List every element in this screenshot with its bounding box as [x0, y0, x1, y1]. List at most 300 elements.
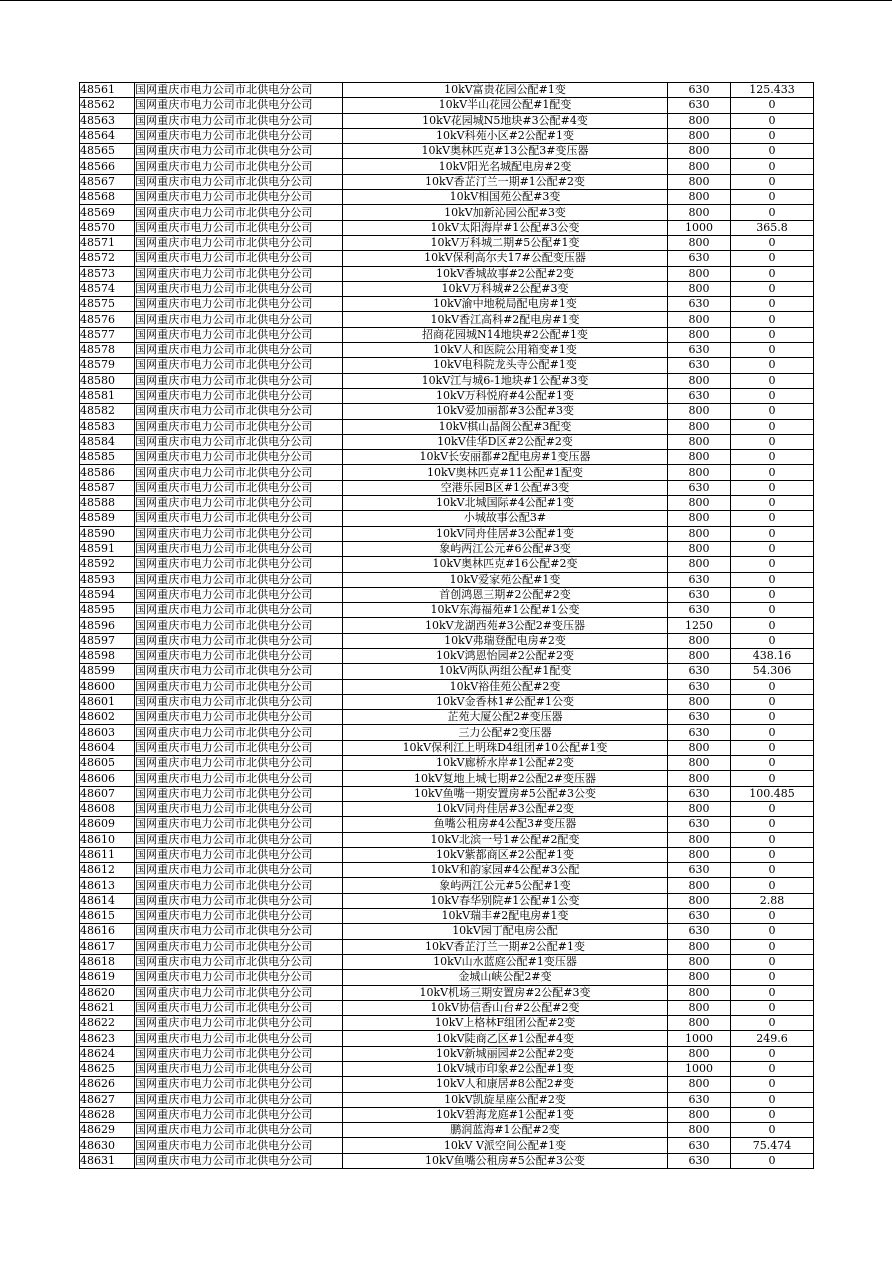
company-cell: 国网重庆市电力公司市北供电分公司: [135, 878, 343, 893]
table-row: [80, 847, 814, 862]
table-row: [80, 450, 814, 465]
value-cell: 0: [731, 1153, 814, 1168]
value-cell: 0: [731, 603, 814, 618]
transformer-name-cell: 10kV碧海龙庭#1公配#1变: [343, 1107, 668, 1122]
row-id-cell: 48591: [80, 541, 135, 556]
capacity-cell: 630: [668, 786, 731, 801]
row-id-cell: 48619: [80, 970, 135, 985]
capacity-cell: 800: [668, 1016, 731, 1031]
row-id-cell: 48579: [80, 358, 135, 373]
transformer-name-cell: 空港乐园B区#1公配#3变: [343, 480, 668, 495]
capacity-cell: 800: [668, 1046, 731, 1061]
capacity-cell: 800: [668, 771, 731, 786]
company-cell: 国网重庆市电力公司市北供电分公司: [135, 679, 343, 694]
capacity-cell: 800: [668, 878, 731, 893]
table-row: [80, 939, 814, 954]
row-id-cell: 48599: [80, 664, 135, 679]
capacity-cell: 800: [668, 465, 731, 480]
row-id-cell: 48600: [80, 679, 135, 694]
company-cell: 国网重庆市电力公司市北供电分公司: [135, 740, 343, 755]
transformer-name-cell: 10kV金香林1#公配#1公变: [343, 694, 668, 709]
company-cell: 国网重庆市电力公司市北供电分公司: [135, 1000, 343, 1015]
table-row: [80, 664, 814, 679]
value-cell: 125.433: [731, 83, 814, 98]
table-row: [80, 587, 814, 602]
transformer-name-cell: 10kV爱家苑公配#1变: [343, 572, 668, 587]
row-id-cell: 48610: [80, 832, 135, 847]
table-row: [80, 1016, 814, 1031]
capacity-cell: 800: [668, 694, 731, 709]
company-cell: 国网重庆市电力公司市北供电分公司: [135, 771, 343, 786]
company-cell: 国网重庆市电力公司市北供电分公司: [135, 648, 343, 663]
row-id-cell: 48626: [80, 1077, 135, 1092]
table-row: [80, 924, 814, 939]
value-cell: 0: [731, 1123, 814, 1138]
row-id-cell: 48561: [80, 83, 135, 98]
row-id-cell: 48575: [80, 297, 135, 312]
row-id-cell: 48562: [80, 98, 135, 113]
capacity-cell: 630: [668, 817, 731, 832]
table-row: [80, 954, 814, 969]
row-id-cell: 48625: [80, 1062, 135, 1077]
capacity-cell: 630: [668, 924, 731, 939]
company-cell: 国网重庆市电力公司市北供电分公司: [135, 1016, 343, 1031]
value-cell: 438.16: [731, 648, 814, 663]
value-cell: 0: [731, 832, 814, 847]
value-cell: 0: [731, 465, 814, 480]
table-row: [80, 1092, 814, 1107]
value-cell: 0: [731, 847, 814, 862]
table-row: [80, 251, 814, 266]
value-cell: 0: [731, 251, 814, 266]
capacity-cell: 800: [668, 740, 731, 755]
transformer-name-cell: 10kV裕佳苑公配#2变: [343, 679, 668, 694]
company-cell: 国网重庆市电力公司市北供电分公司: [135, 526, 343, 541]
table-row: [80, 786, 814, 801]
company-cell: 国网重庆市电力公司市北供电分公司: [135, 1031, 343, 1046]
table-row: [80, 235, 814, 250]
capacity-cell: 800: [668, 450, 731, 465]
row-id-cell: 48620: [80, 985, 135, 1000]
capacity-cell: 630: [668, 98, 731, 113]
company-cell: 国网重庆市电力公司市北供电分公司: [135, 572, 343, 587]
row-id-cell: 48577: [80, 327, 135, 342]
value-cell: 0: [731, 924, 814, 939]
capacity-cell: 800: [668, 434, 731, 449]
capacity-cell: 800: [668, 847, 731, 862]
table-body: [80, 83, 814, 1169]
transformer-name-cell: 10kV城市印象#2公配#1变: [343, 1062, 668, 1077]
row-id-cell: 48567: [80, 174, 135, 189]
transformer-name-cell: 10kV机场三期安置房#2公配#3变: [343, 985, 668, 1000]
transformer-name-cell: 金城山峡公配2#变: [343, 970, 668, 985]
value-cell: 0: [731, 205, 814, 220]
table-row: [80, 144, 814, 159]
value-cell: 0: [731, 358, 814, 373]
value-cell: 0: [731, 343, 814, 358]
value-cell: 0: [731, 863, 814, 878]
value-cell: 0: [731, 1077, 814, 1092]
row-id-cell: 48605: [80, 756, 135, 771]
value-cell: 0: [731, 878, 814, 893]
company-cell: 国网重庆市电力公司市北供电分公司: [135, 281, 343, 296]
table-row: [80, 98, 814, 113]
transformer-name-cell: 10kV紫都商区#2公配#1变: [343, 847, 668, 862]
transformer-name-cell: 鱼嘴公租房#4公配3#变压器: [343, 817, 668, 832]
company-cell: 国网重庆市电力公司市北供电分公司: [135, 924, 343, 939]
capacity-cell: 800: [668, 113, 731, 128]
value-cell: 0: [731, 496, 814, 511]
table-row: [80, 1077, 814, 1092]
capacity-cell: 800: [668, 159, 731, 174]
table-row: [80, 756, 814, 771]
row-id-cell: 48563: [80, 113, 135, 128]
company-cell: 国网重庆市电力公司市北供电分公司: [135, 970, 343, 985]
row-id-cell: 48590: [80, 526, 135, 541]
value-cell: 0: [731, 388, 814, 403]
transformer-name-cell: 10kV半山花园公配#1配变: [343, 98, 668, 113]
company-cell: 国网重庆市电力公司市北供电分公司: [135, 480, 343, 495]
value-cell: 0: [731, 756, 814, 771]
capacity-cell: 800: [668, 756, 731, 771]
table-row: [80, 694, 814, 709]
value-cell: 0: [731, 985, 814, 1000]
value-cell: 0: [731, 557, 814, 572]
capacity-cell: 800: [668, 832, 731, 847]
row-id-cell: 48630: [80, 1138, 135, 1153]
transformer-name-cell: 10kV复地上城七期#2公配2#变压器: [343, 771, 668, 786]
row-id-cell: 48616: [80, 924, 135, 939]
capacity-cell: 800: [668, 633, 731, 648]
transformer-name-cell: 10kV万科城二期#5公配#1变: [343, 235, 668, 250]
transformer-name-cell: 10kV棋山晶阁公配#3配变: [343, 419, 668, 434]
value-cell: 0: [731, 266, 814, 281]
row-id-cell: 48603: [80, 725, 135, 740]
table-row: [80, 725, 814, 740]
transformer-name-cell: 10kV和韵家园#4公配#3公配: [343, 863, 668, 878]
table-row: [80, 1062, 814, 1077]
company-cell: 国网重庆市电力公司市北供电分公司: [135, 710, 343, 725]
value-cell: 0: [731, 480, 814, 495]
company-cell: 国网重庆市电力公司市北供电分公司: [135, 434, 343, 449]
transformer-name-cell: 10kV山水蓝庭公配#1变压器: [343, 954, 668, 969]
capacity-cell: 800: [668, 954, 731, 969]
capacity-cell: 800: [668, 511, 731, 526]
value-cell: 0: [731, 801, 814, 816]
table-row: [80, 312, 814, 327]
row-id-cell: 48628: [80, 1107, 135, 1122]
capacity-cell: 630: [668, 251, 731, 266]
table-row: [80, 679, 814, 694]
row-id-cell: 48593: [80, 572, 135, 587]
value-cell: 0: [731, 1046, 814, 1061]
company-cell: 国网重庆市电力公司市北供电分公司: [135, 618, 343, 633]
transformer-name-cell: 10kV长安丽都#2配电房#1变压器: [343, 450, 668, 465]
capacity-cell: 800: [668, 541, 731, 556]
row-id-cell: 48571: [80, 235, 135, 250]
value-cell: 365.8: [731, 220, 814, 235]
capacity-cell: 800: [668, 190, 731, 205]
transformer-name-cell: 首创鸿恩三期#2公配#2变: [343, 587, 668, 602]
company-cell: 国网重庆市电力公司市北供电分公司: [135, 1153, 343, 1168]
transformer-name-cell: 10kV科苑小区#2公配#1变: [343, 128, 668, 143]
table-row: [80, 633, 814, 648]
value-cell: 0: [731, 373, 814, 388]
table-row: [80, 388, 814, 403]
transformer-name-cell: 10kV保利高尔夫17#公配变压器: [343, 251, 668, 266]
transformer-name-cell: 10kV加新沁园公配#3变: [343, 205, 668, 220]
capacity-cell: 800: [668, 1107, 731, 1122]
value-cell: 0: [731, 970, 814, 985]
company-cell: 国网重庆市电力公司市北供电分公司: [135, 893, 343, 908]
table-row: [80, 1153, 814, 1168]
capacity-cell: 630: [668, 725, 731, 740]
table-row: [80, 1000, 814, 1015]
row-id-cell: 48572: [80, 251, 135, 266]
table-row: [80, 863, 814, 878]
transformer-name-cell: 10kV奥林匹克#11公配#1配变: [343, 465, 668, 480]
value-cell: 0: [731, 679, 814, 694]
row-id-cell: 48576: [80, 312, 135, 327]
value-cell: 0: [731, 128, 814, 143]
transformer-name-cell: 10kV同舟佳居#3公配#2变: [343, 801, 668, 816]
company-cell: 国网重庆市电力公司市北供电分公司: [135, 832, 343, 847]
capacity-cell: 630: [668, 863, 731, 878]
value-cell: 0: [731, 235, 814, 250]
transformer-name-cell: 10kV陡商乙区#1公配#4变: [343, 1031, 668, 1046]
row-id-cell: 48594: [80, 587, 135, 602]
company-cell: 国网重庆市电力公司市北供电分公司: [135, 694, 343, 709]
capacity-cell: 630: [668, 1092, 731, 1107]
transformer-name-cell: 10kV弗瑞登配电房#2变: [343, 633, 668, 648]
capacity-cell: 800: [668, 893, 731, 908]
row-id-cell: 48615: [80, 909, 135, 924]
table-row: [80, 373, 814, 388]
value-cell: 0: [731, 144, 814, 159]
table-row: [80, 419, 814, 434]
transformer-name-cell: 10kV相国苑公配#3变: [343, 190, 668, 205]
value-cell: 0: [731, 1092, 814, 1107]
capacity-cell: 800: [668, 557, 731, 572]
row-id-cell: 48602: [80, 710, 135, 725]
company-cell: 国网重庆市电力公司市北供电分公司: [135, 404, 343, 419]
transformer-name-cell: 10kV奥林匹克#16公配#2变: [343, 557, 668, 572]
company-cell: 国网重庆市电力公司市北供电分公司: [135, 220, 343, 235]
transformer-name-cell: 象屿两江公元#5公配#1变: [343, 878, 668, 893]
row-id-cell: 48629: [80, 1123, 135, 1138]
value-cell: 0: [731, 740, 814, 755]
table-row: [80, 113, 814, 128]
row-id-cell: 48585: [80, 450, 135, 465]
transformer-name-cell: 10kV富贵花园公配#1变: [343, 83, 668, 98]
capacity-cell: 800: [668, 174, 731, 189]
company-cell: 国网重庆市电力公司市北供电分公司: [135, 388, 343, 403]
company-cell: 国网重庆市电力公司市北供电分公司: [135, 1046, 343, 1061]
page-top-rule: [0, 0, 892, 1]
table-row: [80, 557, 814, 572]
company-cell: 国网重庆市电力公司市北供电分公司: [135, 1107, 343, 1122]
row-id-cell: 48570: [80, 220, 135, 235]
table-row: [80, 297, 814, 312]
table-row: [80, 1046, 814, 1061]
transformer-name-cell: 10kV爱加丽都#3公配#3变: [343, 404, 668, 419]
row-id-cell: 48574: [80, 281, 135, 296]
transformer-name-cell: 小城故事公配3#: [343, 511, 668, 526]
capacity-cell: 630: [668, 480, 731, 495]
capacity-cell: 630: [668, 343, 731, 358]
company-cell: 国网重庆市电力公司市北供电分公司: [135, 174, 343, 189]
company-cell: 国网重庆市电力公司市北供电分公司: [135, 1138, 343, 1153]
table-row: [80, 480, 814, 495]
capacity-cell: 800: [668, 205, 731, 220]
table-row: [80, 648, 814, 663]
transformer-name-cell: 10kV东海福苑#1公配#1公变: [343, 603, 668, 618]
value-cell: 0: [731, 939, 814, 954]
value-cell: 0: [731, 817, 814, 832]
table-row: [80, 496, 814, 511]
value-cell: 0: [731, 541, 814, 556]
transformer-name-cell: 10kV鱼嘴一期安置房#5公配#3公变: [343, 786, 668, 801]
transformer-table: [79, 82, 814, 1169]
row-id-cell: 48607: [80, 786, 135, 801]
transformer-name-cell: 10kV渝中地税局配电房#1变: [343, 297, 668, 312]
transformer-name-cell: 10kV鸿恩怡园#2公配#2变: [343, 648, 668, 663]
company-cell: 国网重庆市电力公司市北供电分公司: [135, 312, 343, 327]
table-row: [80, 327, 814, 342]
transformer-name-cell: 10kV同舟佳居#3公配#1变: [343, 526, 668, 541]
capacity-cell: 630: [668, 1153, 731, 1168]
table-row: [80, 465, 814, 480]
company-cell: 国网重庆市电力公司市北供电分公司: [135, 939, 343, 954]
table-row: [80, 985, 814, 1000]
row-id-cell: 48604: [80, 740, 135, 755]
company-cell: 国网重庆市电力公司市北供电分公司: [135, 358, 343, 373]
row-id-cell: 48578: [80, 343, 135, 358]
table-row: [80, 817, 814, 832]
capacity-cell: 1000: [668, 220, 731, 235]
table-row: [80, 220, 814, 235]
transformer-name-cell: 10kV协信香山台#2公配#2变: [343, 1000, 668, 1015]
table-row: [80, 893, 814, 908]
transformer-name-cell: 10kV龙湖西苑#3公配2#变压器: [343, 618, 668, 633]
transformer-name-cell: 10kV万科悦府#4公配#1变: [343, 388, 668, 403]
company-cell: 国网重庆市电力公司市北供电分公司: [135, 1123, 343, 1138]
transformer-name-cell: 10kV电科院龙头寺公配#1变: [343, 358, 668, 373]
value-cell: 0: [731, 434, 814, 449]
company-cell: 国网重庆市电力公司市北供电分公司: [135, 587, 343, 602]
value-cell: 0: [731, 710, 814, 725]
value-cell: 2.88: [731, 893, 814, 908]
table-row: [80, 1123, 814, 1138]
row-id-cell: 48566: [80, 159, 135, 174]
row-id-cell: 48587: [80, 480, 135, 495]
transformer-name-cell: 10kV人和医院公用箱变#1变: [343, 343, 668, 358]
table-row: [80, 266, 814, 281]
row-id-cell: 48588: [80, 496, 135, 511]
company-cell: 国网重庆市电力公司市北供电分公司: [135, 756, 343, 771]
table-row: [80, 343, 814, 358]
row-id-cell: 48595: [80, 603, 135, 618]
row-id-cell: 48586: [80, 465, 135, 480]
company-cell: 国网重庆市电力公司市北供电分公司: [135, 327, 343, 342]
value-cell: 0: [731, 511, 814, 526]
value-cell: 0: [731, 404, 814, 419]
company-cell: 国网重庆市电力公司市北供电分公司: [135, 128, 343, 143]
capacity-cell: 800: [668, 801, 731, 816]
capacity-cell: 800: [668, 235, 731, 250]
capacity-cell: 800: [668, 1123, 731, 1138]
value-cell: 0: [731, 1016, 814, 1031]
company-cell: 国网重庆市电力公司市北供电分公司: [135, 113, 343, 128]
table-row: [80, 618, 814, 633]
transformer-name-cell: 10kV太阳海岸#1公配#3公变: [343, 220, 668, 235]
value-cell: 0: [731, 281, 814, 296]
table-row: [80, 159, 814, 174]
row-id-cell: 48598: [80, 648, 135, 663]
company-cell: 国网重庆市电力公司市北供电分公司: [135, 847, 343, 862]
company-cell: 国网重庆市电力公司市北供电分公司: [135, 863, 343, 878]
company-cell: 国网重庆市电力公司市北供电分公司: [135, 1077, 343, 1092]
capacity-cell: 800: [668, 419, 731, 434]
transformer-name-cell: 10kV香江高科#2配电房#1变: [343, 312, 668, 327]
company-cell: 国网重庆市电力公司市北供电分公司: [135, 633, 343, 648]
company-cell: 国网重庆市电力公司市北供电分公司: [135, 98, 343, 113]
row-id-cell: 48614: [80, 893, 135, 908]
table-row: [80, 1107, 814, 1122]
value-cell: 0: [731, 1062, 814, 1077]
company-cell: 国网重庆市电力公司市北供电分公司: [135, 985, 343, 1000]
row-id-cell: 48609: [80, 817, 135, 832]
row-id-cell: 48613: [80, 878, 135, 893]
transformer-name-cell: 10kV香城故事#2公配#2变: [343, 266, 668, 281]
transformer-name-cell: 10kV V派空间公配#1变: [343, 1138, 668, 1153]
transformer-name-cell: 10kV香芷汀兰一期#1公配#2变: [343, 174, 668, 189]
transformer-name-cell: 鹏润蓝海#1公配#2变: [343, 1123, 668, 1138]
capacity-cell: 630: [668, 388, 731, 403]
value-cell: 100.485: [731, 786, 814, 801]
company-cell: 国网重庆市电力公司市北供电分公司: [135, 450, 343, 465]
capacity-cell: 630: [668, 297, 731, 312]
value-cell: 0: [731, 327, 814, 342]
company-cell: 国网重庆市电力公司市北供电分公司: [135, 725, 343, 740]
value-cell: 0: [731, 174, 814, 189]
table-row: [80, 511, 814, 526]
company-cell: 国网重庆市电力公司市北供电分公司: [135, 1062, 343, 1077]
transformer-name-cell: 10kV新城丽园#2公配#2变: [343, 1046, 668, 1061]
company-cell: 国网重庆市电力公司市北供电分公司: [135, 541, 343, 556]
transformer-name-cell: 10kV廊桥水岸#1公配#2变: [343, 756, 668, 771]
row-id-cell: 48606: [80, 771, 135, 786]
company-cell: 国网重庆市电力公司市北供电分公司: [135, 511, 343, 526]
value-cell: 0: [731, 526, 814, 541]
table-row: [80, 740, 814, 755]
company-cell: 国网重庆市电力公司市北供电分公司: [135, 1092, 343, 1107]
company-cell: 国网重庆市电力公司市北供电分公司: [135, 664, 343, 679]
capacity-cell: 630: [668, 572, 731, 587]
transformer-name-cell: 10kV上格林F组团公配#2变: [343, 1016, 668, 1031]
capacity-cell: 800: [668, 128, 731, 143]
table-row: [80, 801, 814, 816]
transformer-name-cell: 10kV万科城#2公配#3变: [343, 281, 668, 296]
capacity-cell: 630: [668, 679, 731, 694]
capacity-cell: 800: [668, 281, 731, 296]
transformer-name-cell: 10kV北城国际#4公配#1变: [343, 496, 668, 511]
capacity-cell: 800: [668, 312, 731, 327]
company-cell: 国网重庆市电力公司市北供电分公司: [135, 373, 343, 388]
capacity-cell: 800: [668, 985, 731, 1000]
transformer-name-cell: 10kV鱼嘴公租房#5公配#3公变: [343, 1153, 668, 1168]
value-cell: 0: [731, 771, 814, 786]
